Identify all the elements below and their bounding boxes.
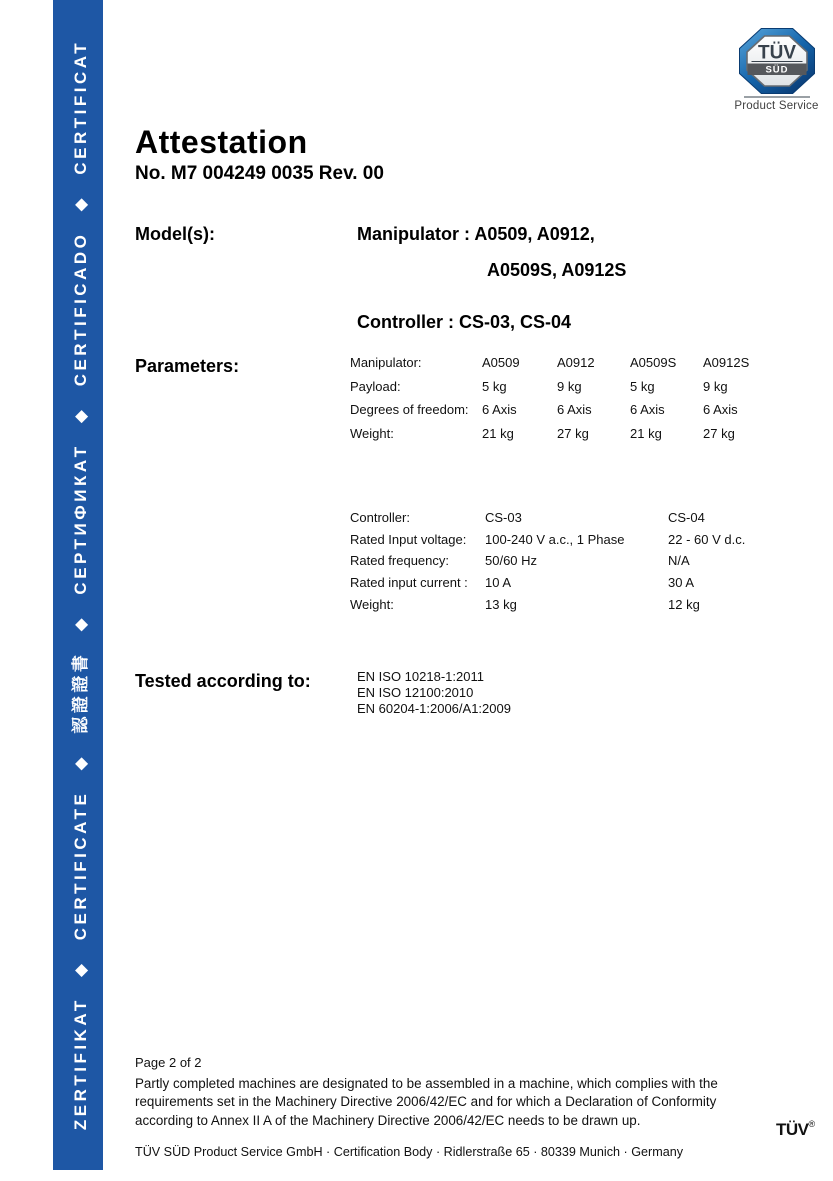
logo-octagon-icon <box>739 28 815 94</box>
page-title: Attestation <box>135 124 308 160</box>
spec-value: 9 kg <box>703 378 728 394</box>
spec-value: 5 kg <box>630 378 655 394</box>
manipulator-spec-table <box>350 356 773 441</box>
spec-value: N/A <box>668 553 690 569</box>
note-line: according to Annex II A of the Machinery Directive 2006/42/EC needs to be drawn up. <box>135 1112 641 1128</box>
spec-value: 5 kg <box>482 378 507 394</box>
spec-value: 6 Axis <box>482 402 517 417</box>
standard-item: EN 60204-1:2006/A1:2009 <box>357 700 511 716</box>
note-line: requirements set in the Machinery Directive 2006/42/EC and for which a Declaration of Conformity <box>135 1094 717 1110</box>
spec-label: Degrees of freedom: <box>350 402 469 417</box>
model-manipulator-line2: A0509S, A0912S <box>487 260 627 280</box>
sidebar-text: ZERTIFIKAT ◆ CERTIFICATE ◆ 認證證書 ◆ СЕРТИФИКАТ ◆ CERTIFICADO ◆ CERTIFICAT <box>70 39 90 1131</box>
spec-value: 6 Axis <box>703 402 738 417</box>
spec-value: CS-03 <box>485 510 522 525</box>
spec-value: 21 kg <box>630 425 662 441</box>
controller-spec-table <box>350 511 828 612</box>
logo-caption: Product Service <box>734 100 819 112</box>
spec-value: A0912 <box>557 355 595 370</box>
spec-value: 22 - 60 V d.c. <box>668 531 746 547</box>
spec-value: 100-240 V a.c., 1 Phase <box>485 531 625 547</box>
spec-label: Payload: <box>350 378 401 394</box>
spec-value: 13 kg <box>485 596 517 612</box>
spec-value: 9 kg <box>557 378 582 394</box>
logo-divider <box>744 96 810 98</box>
spec-value: A0509S <box>630 355 677 370</box>
spec-value: 6 Axis <box>630 402 665 417</box>
tested-according-label: Tested according to: <box>135 671 311 691</box>
spec-value: 21 kg <box>482 425 514 441</box>
standard-item: EN ISO 12100:2010 <box>357 684 474 700</box>
standards-list <box>357 669 511 716</box>
model-controller-line: Controller : CS-03, CS-04 <box>357 312 572 332</box>
tuv-trademark <box>776 1120 815 1140</box>
spec-value: CS-04 <box>668 510 705 525</box>
tuv-trademark-text: TÜV <box>776 1120 809 1139</box>
spec-value: A0912S <box>703 355 750 370</box>
spec-value: 27 kg <box>703 425 735 441</box>
logo-tuv-text: TÜV <box>757 42 796 64</box>
tuv-sud-logo <box>720 28 833 112</box>
standard-item: EN ISO 10218-1:2011 <box>357 669 484 684</box>
spec-label: Manipulator: <box>350 355 422 370</box>
spec-value: 6 Axis <box>557 402 592 417</box>
spec-value: A0509 <box>482 355 520 370</box>
spec-label: Rated frequency: <box>350 553 450 569</box>
spec-value: 10 A <box>485 575 512 591</box>
registered-symbol: ® <box>808 1119 815 1130</box>
note-line: Partly completed machines are designated to be assembled in a machine, which complies with the <box>135 1076 718 1091</box>
spec-value: 27 kg <box>557 425 589 441</box>
spec-value: 12 kg <box>668 596 700 612</box>
sidebar-band <box>53 0 103 1170</box>
logo-sud-text: SÜD <box>764 64 789 76</box>
page-indicator: Page 2 of 2 <box>135 1055 202 1070</box>
spec-label: Rated Input voltage: <box>350 531 467 547</box>
parameters-label: Parameters: <box>135 356 240 376</box>
spec-value: 50/60 Hz <box>485 553 538 569</box>
model-manipulator-line1: Manipulator : A0509, A0912, <box>357 224 595 244</box>
note-paragraph <box>135 1075 718 1130</box>
company-footer: TÜV SÜD Product Service GmbH · Certification Body · Ridlerstraße 65 · 80339 Munich · Germany <box>135 1145 684 1159</box>
models-label: Model(s): <box>135 224 215 244</box>
certificate-number: No. M7 004249 0035 Rev. 00 <box>135 163 384 184</box>
spec-value: 30 A <box>668 575 695 591</box>
spec-label: Rated input current : <box>350 575 468 591</box>
spec-label: Weight: <box>350 596 394 612</box>
spec-label: Weight: <box>350 425 394 441</box>
spec-label: Controller: <box>350 510 410 525</box>
